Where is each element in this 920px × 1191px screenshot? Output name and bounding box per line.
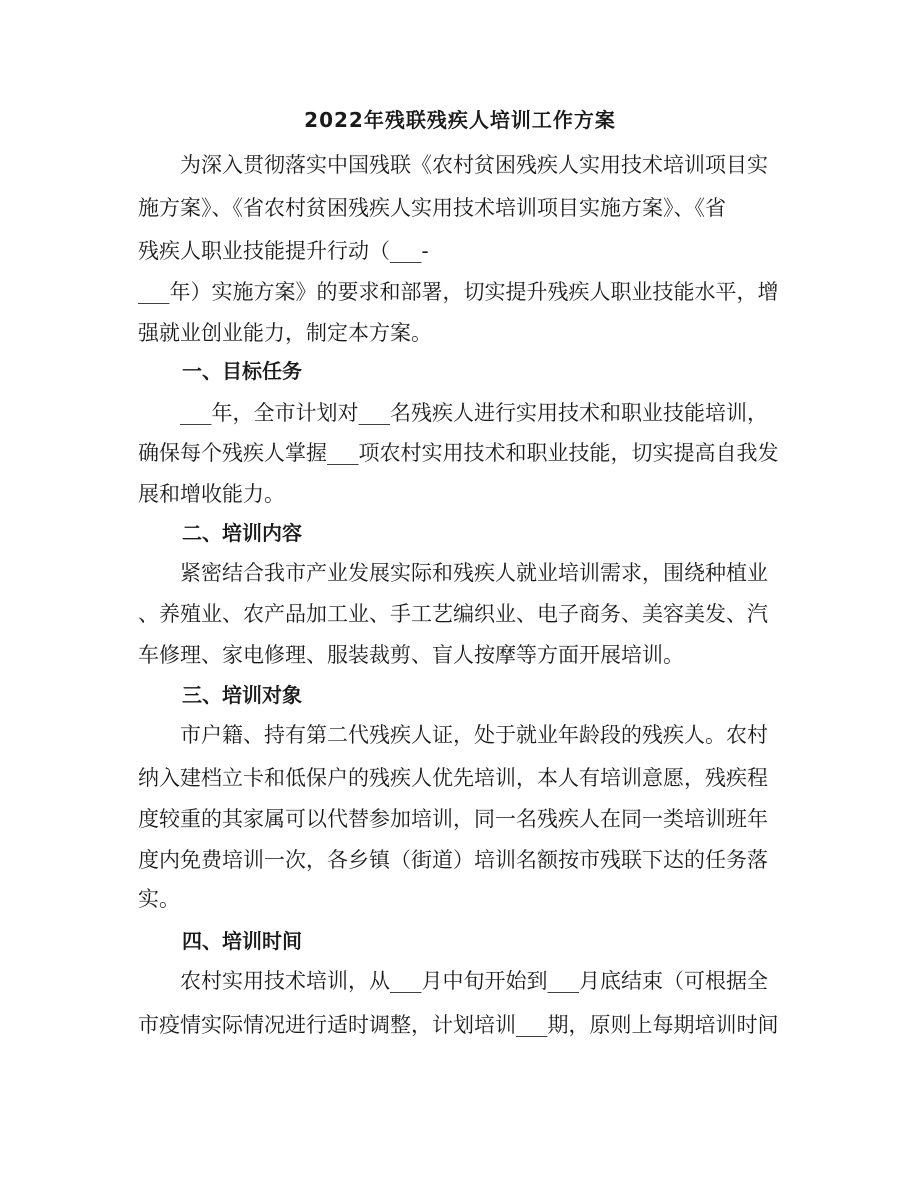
body-line: 纳入建档立卡和低保户的残疾人优先培训，本人有培训意愿，残疾程 <box>138 766 768 790</box>
body-line: ___年）实施方案》的要求和部署，切实提升残疾人职业技能水平，增 <box>138 280 778 304</box>
body-line: 紧密结合我市产业发展实际和残疾人就业培训需求，围绕种植业 <box>138 561 768 585</box>
body-line: 度较重的其家属可以代替参加培训，同一名残疾人在同一类培训班年 <box>138 807 768 831</box>
body-line: 实。 <box>138 887 180 911</box>
body-line: 农村实用技术培训，从___月中旬开始到___月底结束（可根据全 <box>138 969 768 993</box>
body-line: 市户籍、持有第二代残疾人证，处于就业年龄段的残疾人。农村 <box>138 723 768 747</box>
body-line: 强就业创业能力，制定本方案。 <box>138 321 432 345</box>
section-heading-content: 二、培训内容 <box>182 521 302 545</box>
body-line: 确保每个残疾人掌握___项农村实用技术和职业技能，切实提高自我发 <box>138 441 778 465</box>
body-line: 施方案》、《省农村贫困残疾人实用技术培训项目实施方案》、《省 <box>138 196 726 220</box>
body-line: 市疫情实际情况进行适时调整，计划培训___期，原则上每期培训时间 <box>138 1013 778 1037</box>
document-title: 2022年残联残疾人培训工作方案 <box>304 108 616 132</box>
body-line: 为深入贯彻落实中国残联《农村贫困残疾人实用技术培训项目实 <box>138 153 768 177</box>
body-line: 残疾人职业技能提升行动（___- <box>138 239 429 263</box>
body-line: 度内免费培训一次，各乡镇（街道）培训名额按市残联下达的任务落 <box>138 848 768 872</box>
section-heading-targets: 三、培训对象 <box>182 683 302 707</box>
body-line: ___年，全市计划对___名残疾人进行实用技术和职业技能培训， <box>138 401 768 425</box>
section-heading-schedule: 四、培训时间 <box>182 929 302 953</box>
section-heading-goals: 一、目标任务 <box>182 359 302 383</box>
body-line: 、养殖业、农产品加工业、手工艺编织业、电子商务、美容美发、汽 <box>138 602 768 626</box>
body-line: 车修理、家电修理、服装裁剪、盲人按摩等方面开展培训。 <box>138 643 684 667</box>
body-line: 展和增收能力。 <box>138 482 285 506</box>
